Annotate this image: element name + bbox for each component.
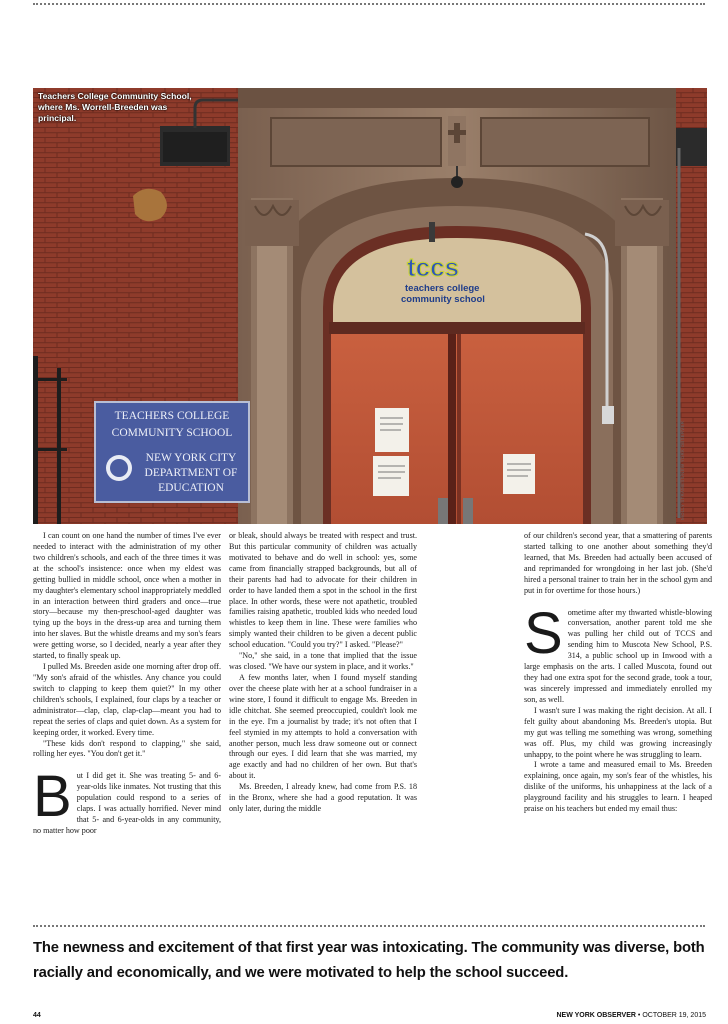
col1-paragraph-4	[33, 764, 221, 837]
footer-separator: •	[637, 1012, 641, 1019]
publication-line	[556, 1012, 706, 1019]
publication-name: NEW YORK OBSERVER	[556, 1012, 636, 1019]
article-column-1	[33, 531, 221, 837]
photo-credit: MOLLY STRAMESS/NEW YORK OBSERVER	[680, 420, 685, 520]
sign-line-5: EDUCATION	[158, 482, 224, 494]
drop-cap-s: S	[524, 600, 563, 666]
col3-paragraph-2-text: ometime after my thwarted whistle-blowing conversation, another parent told me she was pulling her child out of TCCS and sending him to Muscota New School, P.S. 314, a public school up in Inwood with a large emphasis on the arts. I called Muscota, found out they had one extra spot for the second grade, took a tour, was sincerely impressed and immediately enrolled my son, as well.	[524, 607, 712, 704]
sign-line-2: COMMUNITY SCHOOL	[111, 427, 233, 439]
col3-paragraph-2	[524, 600, 712, 706]
col1-paragraph-2: I pulled Ms. Breeden aside one morning after drop off. "My son's afraid of the whistles. Any chance you could switch to clapping to keep them quiet?" In my other children's schools, I explained, four claps by a teacher or administrator—clap, clap, clap-clap—meant you had to repeat the series of claps and quiet down. As a system for keeping order, it worked. Every time.	[33, 662, 221, 737]
sign-line-3: NEW YORK CITY	[145, 452, 237, 464]
pullquote: The newness and excitement of that first year was intoxicating. The community was diverse, both racially and economically, and we were motivated to help the school succeed.	[33, 940, 705, 981]
col2-paragraph-2: "No," she said, in a tone that implied that the issue was closed. "We have our system in place, and it works."	[229, 651, 417, 672]
col2-paragraph-1: or bleak, should always be treated with respect and trust. But this particular community of children was actually motivated to behave and do well in school: yes, some came from financially strapped backgrounds, but all of their parents had had to advocate for their children in order to have landed them a spot in the school in the first place. In other words, these were not apathetic, troubled families raising apathetic, troubled kids who needed loud whistles to keep them in line. These were families who simply wanted their children to be given a decent public school education. "Could you try?" I asked. "Please?"	[229, 531, 417, 650]
sign-line-4: DEPARTMENT OF	[144, 467, 238, 479]
drop-cap-b: B	[33, 764, 72, 830]
sign-line-1: TEACHERS COLLEGE	[114, 410, 230, 422]
pullquote-dotted-rule	[33, 925, 705, 927]
issue-date: OCTOBER 19, 2015	[642, 1012, 706, 1019]
school-entrance-illustration	[33, 88, 707, 524]
col3-paragraph-3: I wasn't sure I was making the right decision. At all. I felt guilty about abandoning Ms. Breeden's utopia. But my gut was telling me something was wrong, something was off. Plus, my child was growing increasingly unhappy, to the point where he was struggling to learn.	[524, 705, 712, 759]
logo-subtitle-1: teachers college	[405, 283, 480, 294]
col2-paragraph-4: Ms. Breeden, I already knew, had come from P.S. 18 in the Bronx, where she had a good reputation. It was only later, during the middle	[229, 782, 417, 814]
col2-paragraph-3: A few months later, when I found myself standing over the cheese plate with her at a school fundraiser in a wine store, I found it difficult to engage Ms. Breeden in idle chitchat. She seemed preoccupied, couldn't look me in the eye. I'm a journalist by trade; it's not often that I feel stymied in my attempts to hold a conversation with another person, much less draw someone out or connect through our eyes. I did learn that she was married, my age exactly and had no children of her own. But that's about it.	[229, 672, 417, 781]
col1-paragraph-3: "These kids don't respond to clapping," she said, rolling her eyes. "You don't get it."	[33, 738, 221, 759]
col3-paragraph-4: I wrote a tame and measured email to Ms. Breeden explaining, once again, my son's fear of the whistles, his dislike of the uniforms, his unhappiness at the lack of a playground facility and his struggles to learn. I heaped praise on his teachers but ended my email thus:	[524, 760, 712, 814]
photo-caption: Teachers College Community School, where Ms. Worrell-Breeden was principal.	[38, 91, 192, 123]
page-number: 44	[33, 1012, 41, 1019]
col1-paragraph-4-text: ut I did get it. She was treating 5- and 6-year-olds like inmates. Not trusting that this population could respond to a series of claps. I was actually horrified. Never mind that 5- and 6-year-olds in any community, no matter how poor	[33, 771, 221, 835]
article-column-2	[229, 531, 417, 815]
col1-paragraph-1: I can count on one hand the number of times I've ever needed to interact with the administration of my other two children's schools, and each of the three times it was at the school's insistence: once when my eldest was getting bullied in middle school, once when a mother in my daughter's elementary school inappropriately meddled in an interaction between third graders and once—true story—because my then-preschool-aged daughter was tying up the boys in the dress-up area and turning them into her slaves. But the whistle dreams and my son's fears were getting worse, so I decided, nearly a year after they started, to finally speak up.	[33, 531, 221, 661]
article-column-3	[524, 531, 712, 815]
logo-text: tccs	[407, 252, 460, 282]
col3-paragraph-1: of our children's second year, that a smattering of parents started talking to one another about something they'd learned, that Ms. Breeden had actually been accused of and reprimanded for wrongdoing in her last job. (She'd hired a personal trainer to train her in the school gym and put in for overtime for those hours.)	[524, 531, 712, 595]
school-entrance-photo	[33, 88, 707, 524]
logo-subtitle-2: community school	[401, 294, 485, 305]
top-dotted-rule	[33, 3, 705, 5]
